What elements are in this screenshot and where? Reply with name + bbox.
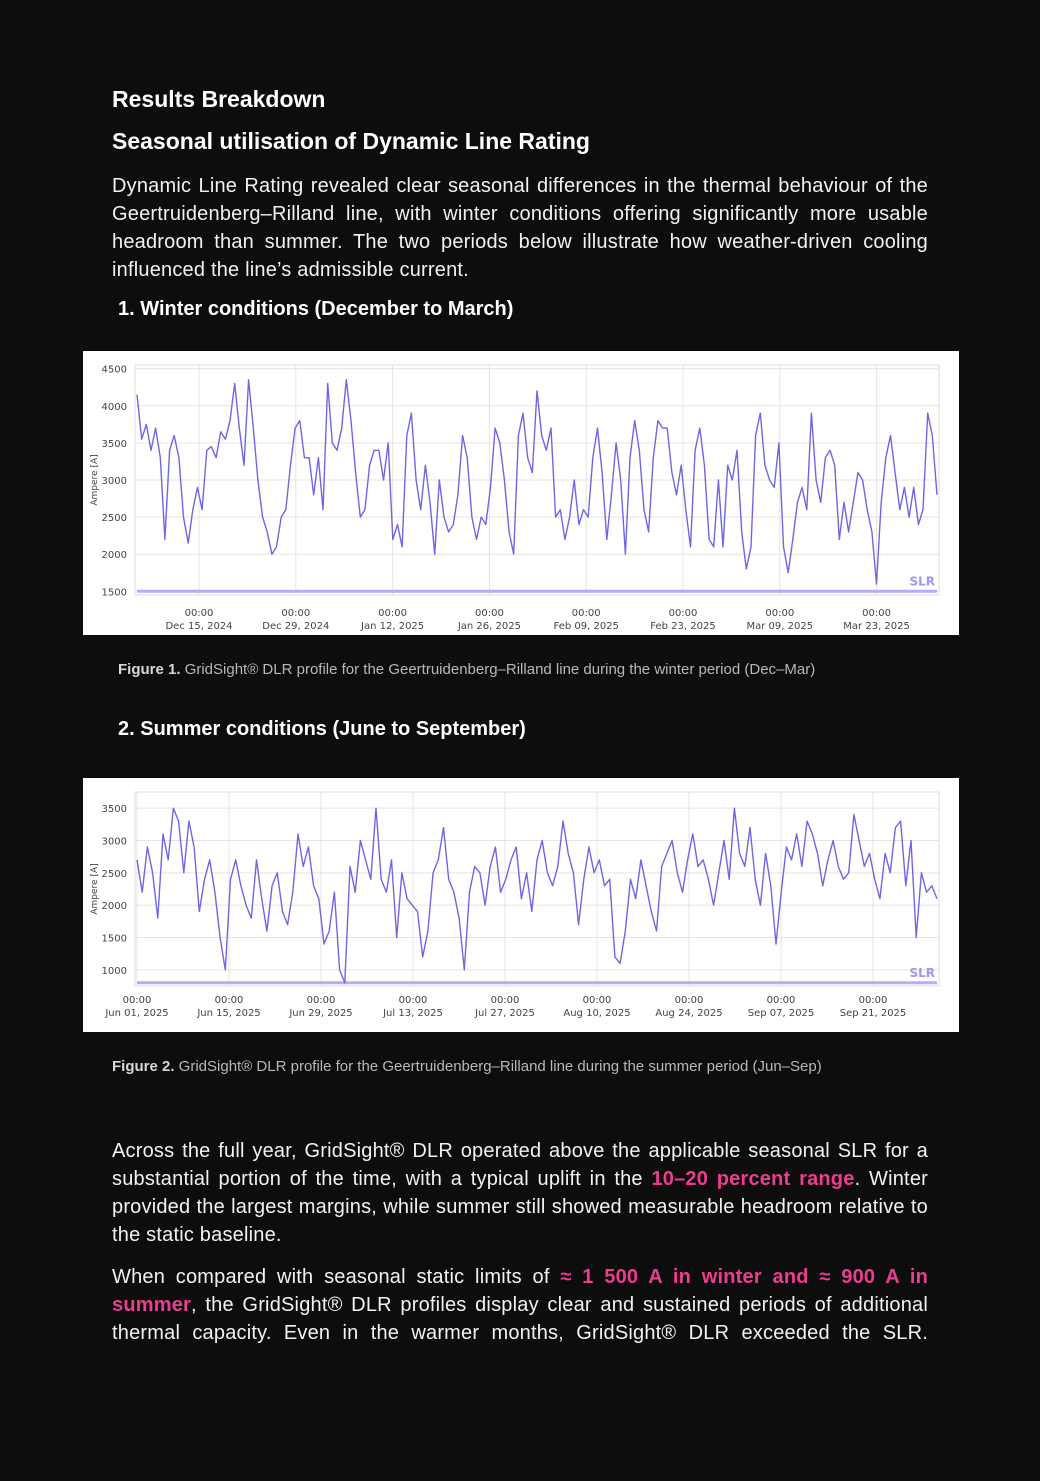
slr-label: SLR — [909, 574, 935, 589]
summer-figure — [83, 778, 959, 1032]
x-tick-date: Aug 10, 2025 — [563, 1008, 631, 1019]
x-tick-time: 00:00 — [668, 608, 698, 619]
winter-figure — [83, 351, 959, 635]
x-tick-date: Jul 13, 2025 — [383, 1008, 443, 1019]
section-subheading: Seasonal utilisation of Dynamic Line Rating — [112, 128, 590, 154]
x-tick-time: 00:00 — [281, 608, 311, 619]
slr-label: SLR — [909, 965, 935, 980]
y-tick-label: 3500 — [101, 438, 127, 450]
x-tick-date: Jul 27, 2025 — [475, 1008, 535, 1019]
uplift-text-b: . Winter provided the largest margins, while summer still showed measurable headroom relative to the static baseline. — [112, 1168, 928, 1246]
y-tick-label: 4500 — [101, 364, 127, 376]
figure1-text: GridSight® DLR profile for the Geertruidenberg–Rilland line during the winter period (Dec–Mar) — [180, 661, 816, 678]
x-tick-time: 00:00 — [306, 995, 336, 1006]
x-tick-date: Mar 09, 2025 — [746, 621, 814, 632]
figure1-label: Figure 1. — [118, 661, 181, 678]
x-tick-time: 00:00 — [378, 608, 408, 619]
figure2-caption — [112, 1058, 822, 1075]
static-text-b: , the GridSight® DLR profiles display clear and sustained periods of additional thermal capacity. Even in the warmer months, GridSight® DLR exceeded the SLR. — [112, 1294, 928, 1344]
x-tick-time: 00:00 — [571, 608, 601, 619]
x-tick-date: Dec 29, 2024 — [262, 621, 330, 632]
x-tick-date: Sep 07, 2025 — [747, 1008, 815, 1019]
y-tick-label: 1000 — [101, 965, 127, 977]
plot-frame — [135, 792, 939, 986]
y-tick-label: 1500 — [101, 933, 127, 945]
y-tick-label: 3500 — [101, 804, 127, 816]
x-tick-date: Jun 01, 2025 — [105, 1008, 169, 1019]
x-tick-date: Mar 23, 2025 — [843, 621, 910, 632]
x-tick-time: 00:00 — [765, 608, 795, 619]
y-tick-label: 2000 — [101, 901, 127, 913]
y-tick-label: 3000 — [101, 476, 127, 487]
x-tick-date: Sep 21, 2025 — [839, 1008, 907, 1019]
figure1-caption — [118, 661, 815, 678]
figure2-text: GridSight® DLR profile for the Geertruidenberg–Rilland line during the summer period (Jun–Sep) — [174, 1058, 822, 1075]
static-limits-paragraph — [112, 1263, 928, 1347]
x-tick-time: 00:00 — [122, 995, 152, 1006]
intro-paragraph: Dynamic Line Rating revealed clear seasonal differences in the thermal behaviour of the Geertruidenberg–Rilland line, with winter conditions offering significantly more usable headroom than summer. The two periods below illustrate how weather-driven cooling influenced the line’s admissible current. — [112, 175, 928, 281]
y-tick-label: 2500 — [101, 868, 127, 880]
y-axis-label: Ampere [A] — [90, 863, 100, 915]
x-tick-time: 00:00 — [858, 995, 888, 1006]
x-tick-time: 00:00 — [184, 608, 214, 619]
static-highlight: ≈ 1 500 A in winter and ≈ 900 A in summer — [112, 1266, 929, 1316]
x-tick-date: Aug 24, 2025 — [655, 1008, 723, 1019]
x-tick-time: 00:00 — [398, 995, 428, 1006]
x-tick-time: 00:00 — [214, 995, 244, 1006]
dlr-series-line — [137, 380, 937, 584]
uplift-paragraph — [112, 1137, 928, 1249]
x-tick-time: 00:00 — [674, 995, 704, 1006]
x-tick-date: Jan 12, 2025 — [361, 621, 425, 632]
y-tick-label: 2000 — [101, 550, 127, 562]
y-tick-label: 2500 — [101, 513, 127, 525]
y-axis-label: Ampere [A] — [90, 454, 100, 506]
x-tick-time: 00:00 — [474, 608, 504, 619]
y-tick-label: 4000 — [101, 401, 127, 413]
static-text-a: When compared with seasonal static limits of — [112, 1266, 561, 1288]
x-tick-time: 00:00 — [582, 995, 612, 1006]
winter-dlr-chart — [83, 351, 959, 635]
uplift-highlight: 10–20 percent range — [651, 1168, 855, 1190]
y-tick-label: 3000 — [101, 836, 127, 848]
uplift-text-a: Across the full year, GridSight® DLR operated above the applicable seasonal SLR for a substantial portion of the time, with a typical uplift in the — [112, 1140, 928, 1190]
summer-section-title: 2. Summer conditions (June to September) — [118, 718, 526, 740]
y-tick-label: 1500 — [101, 587, 127, 599]
dlr-series-line — [137, 808, 937, 983]
x-tick-date: Dec 15, 2024 — [165, 621, 233, 632]
x-tick-date: Jun 15, 2025 — [197, 1008, 261, 1019]
figure2-label: Figure 2. — [112, 1058, 175, 1075]
x-tick-time: 00:00 — [862, 608, 892, 619]
x-tick-time: 00:00 — [490, 995, 520, 1006]
winter-section-title: 1. Winter conditions (December to March) — [118, 298, 514, 320]
summer-dlr-chart — [83, 778, 959, 1032]
x-tick-date: Feb 09, 2025 — [553, 621, 619, 632]
x-tick-date: Jan 26, 2025 — [457, 621, 521, 632]
x-tick-date: Feb 23, 2025 — [650, 621, 716, 632]
x-tick-date: Jun 29, 2025 — [289, 1008, 353, 1019]
x-tick-time: 00:00 — [766, 995, 796, 1006]
page-heading: Results Breakdown — [112, 86, 326, 112]
